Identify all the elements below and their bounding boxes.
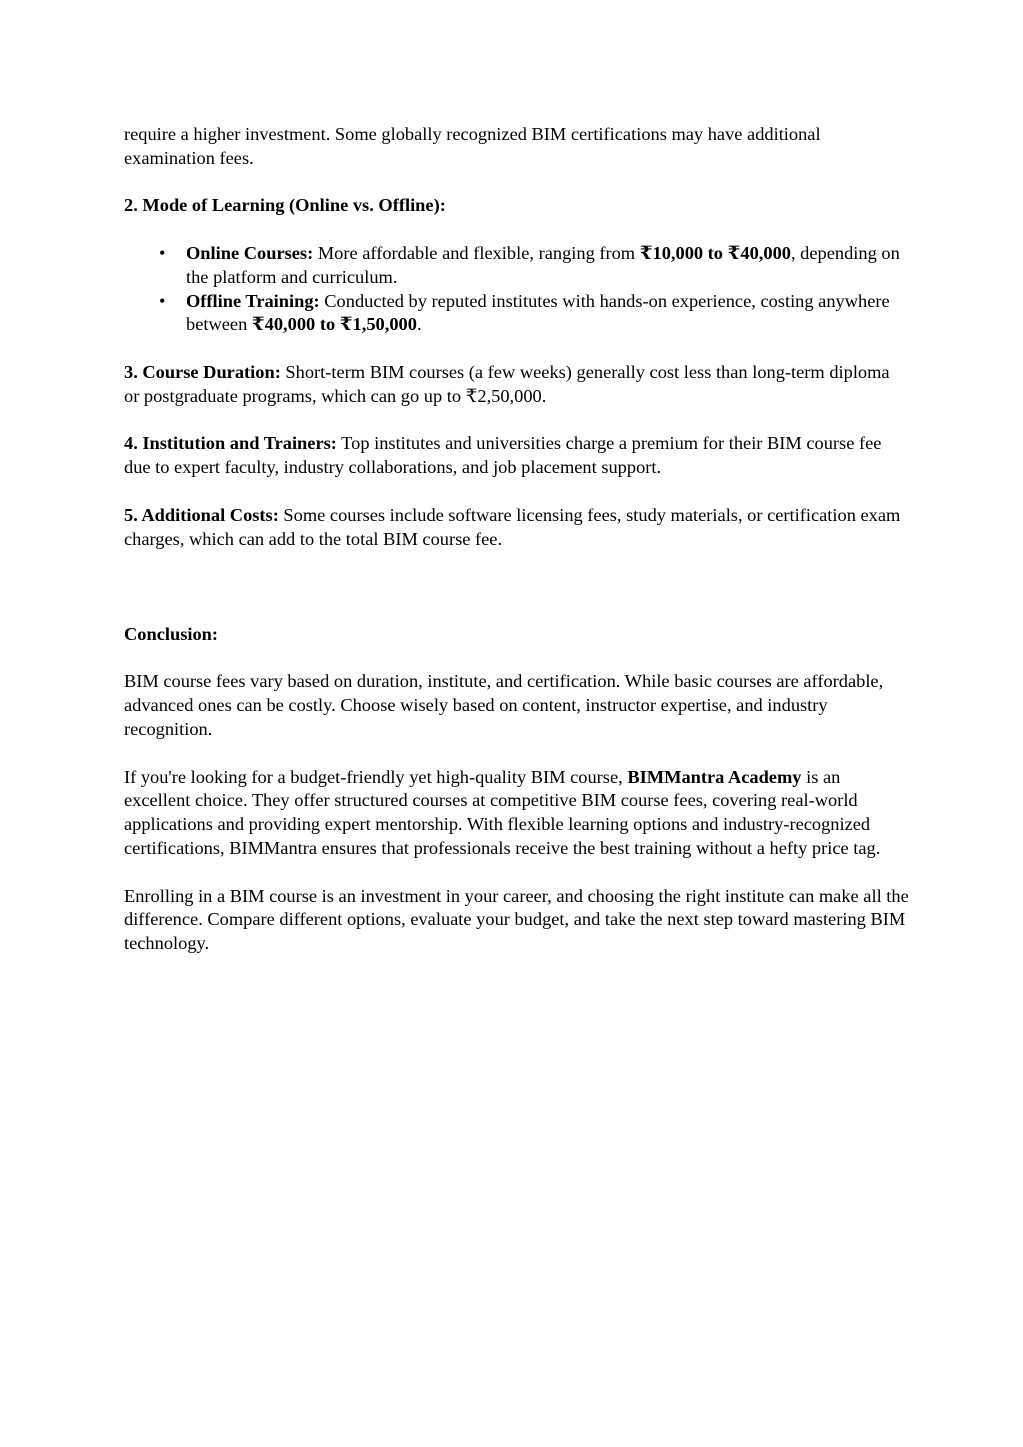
conclusion-paragraph-2-text: If you're looking for a budget-friendly yet high-quality BIM course, (124, 766, 628, 787)
course-duration-text: Short-term BIM courses (a few weeks) generally cost less than long-term diploma or postgraduate programs, which can go up to ₹2,50,000. (124, 361, 890, 406)
document-page (124, 123, 909, 980)
offline-training-price: ₹40,000 to ₹1,50,000 (251, 314, 417, 335)
course-duration-label: 3. Course Duration: (124, 361, 281, 382)
online-courses-text-end: , depending on the platform and curriculum. (186, 242, 900, 287)
bimmantra-academy-name: BIMMantra Academy (627, 766, 802, 787)
bullet-icon: • (159, 242, 166, 263)
institution-paragraph (124, 432, 909, 480)
institution-text: Top institutes and universities charge a premium for their BIM course fee due to expert faculty, industry collaborations, and job placement support. (124, 433, 882, 478)
conclusion-paragraph-1-text: BIM course fees vary based on duration, institute, and certification. While basic courses are affordable, advanced ones can be costly. Choose wisely based on content, instructor expertise, and industry recognition. (124, 671, 884, 739)
bullet-icon: • (159, 290, 166, 311)
mode-of-learning-heading (124, 194, 909, 218)
conclusion-paragraph-3-text: Enrolling in a BIM course is an investment in your career, and choosing the right institute can make all the difference. Compare different options, evaluate your budget, and take the next step toward mastering BIM technology. (124, 885, 909, 954)
online-courses-price: ₹10,000 to ₹40,000 (639, 242, 791, 263)
conclusion-paragraph-2 (124, 766, 909, 861)
conclusion-paragraph-1 (124, 670, 909, 741)
intro-paragraph (124, 123, 909, 171)
offline-training-text-end: . (416, 314, 422, 335)
offline-training-text: Conducted by reputed institutes with hands-on experience, costing anywhere between (186, 290, 890, 335)
conclusion-paragraph-3 (124, 885, 909, 956)
mode-of-learning-heading-text: 2. Mode of Learning (Online vs. Offline): (124, 195, 446, 216)
additional-costs-label: 5. Additional Costs: (124, 504, 279, 525)
additional-costs-text: Some courses include software licensing fees, study materials, or certification exam charges, which can add to the total BIM course fee. (124, 504, 901, 549)
additional-costs-paragraph (124, 504, 909, 552)
intro-text: require a higher investment. Some globally recognized BIM certifications may have additional examination fees. (124, 124, 821, 168)
online-courses-text: More affordable and flexible, ranging from (313, 242, 640, 263)
offline-training-label: Offline Training: (186, 290, 320, 311)
online-courses-label: Online Courses: (186, 242, 314, 263)
mode-of-learning-list (124, 242, 909, 337)
conclusion-paragraph-2-text-end: is an excellent choice. They offer structured courses at competitive BIM course fees, covering real-world applications and providing expert mentorship. With flexible learning options and industry-recognized certifications, BIMMantra ensures that professionals receive the best training without a hefty price tag. (124, 766, 881, 858)
course-duration-paragraph (124, 361, 909, 409)
section-spacer (124, 575, 909, 623)
list-item-offline-training (159, 290, 909, 338)
conclusion-heading-text: Conclusion: (124, 623, 219, 644)
conclusion-heading (124, 623, 909, 647)
institution-label: 4. Institution and Trainers: (124, 433, 337, 454)
list-item-online-courses (159, 242, 909, 290)
